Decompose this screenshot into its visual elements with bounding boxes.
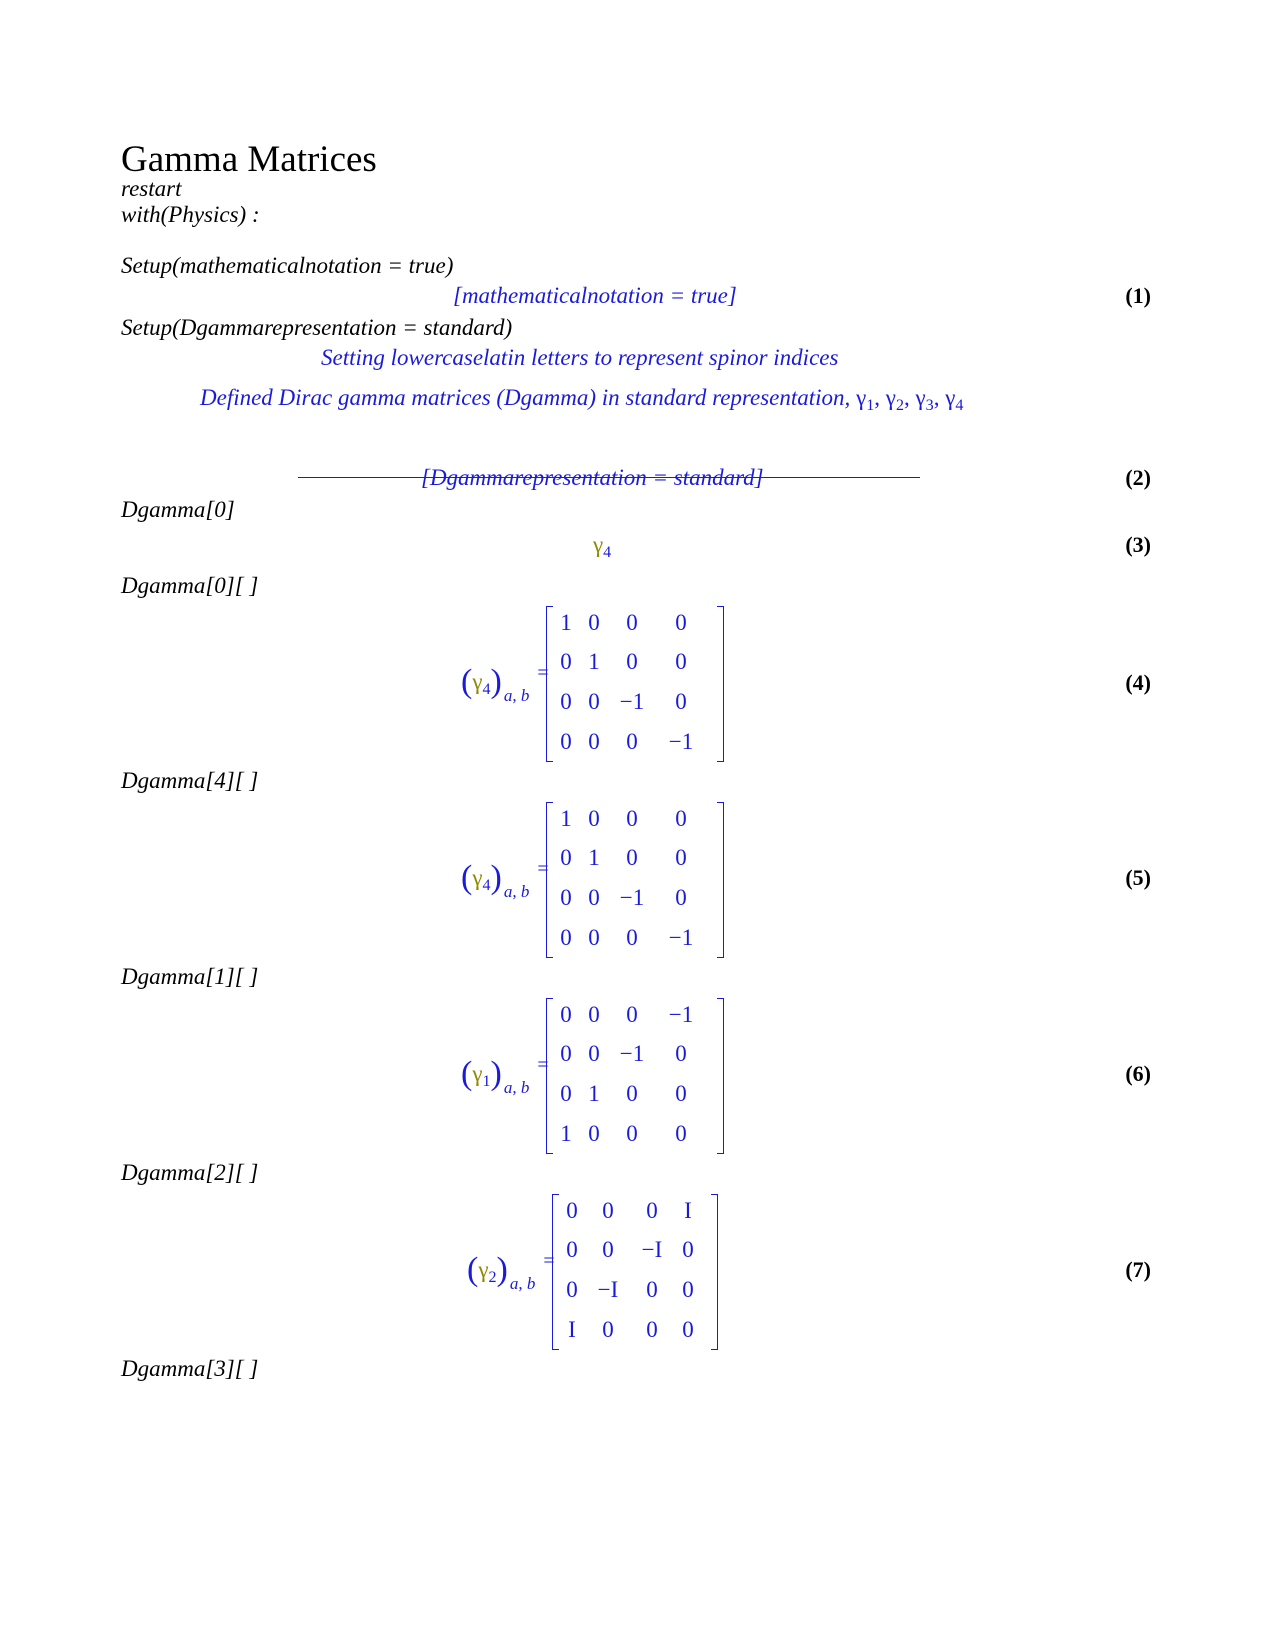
- matrix-cell: 0: [560, 1002, 572, 1027]
- matrix-lhs-1: $(\gamma_4)$ $_{a, b}$=: [461, 662, 549, 705]
- matrix-cell: −1: [668, 1002, 694, 1027]
- matrix-cell: 0: [675, 610, 687, 635]
- matrix-cell: 0: [560, 729, 572, 754]
- matrix-cell: 0: [602, 1317, 614, 1342]
- matrix-cell: 1: [588, 1081, 600, 1106]
- matrix-cell: 0: [588, 689, 600, 714]
- gamma-symbol: γ: [478, 1257, 489, 1282]
- matrix-cell: 0: [588, 1041, 600, 1066]
- matrix-cell: 0: [682, 1317, 694, 1342]
- matrix-cell: 0: [646, 1198, 658, 1223]
- matrix-cell: 0: [602, 1237, 614, 1262]
- matrix-cell: 0: [646, 1317, 658, 1342]
- matrix-cell: 0: [588, 925, 600, 950]
- matrix-lhs-3: $(\gamma_1)$ $_{a, b}$=: [461, 1054, 549, 1097]
- matrix-4: [552, 1194, 718, 1350]
- matrix-left-bracket: [546, 606, 553, 762]
- matrix-cell: 0: [560, 649, 572, 674]
- matrix-cell: 0: [682, 1277, 694, 1302]
- matrix-cell: 0: [602, 1198, 614, 1223]
- matrix-cell: 0: [626, 729, 638, 754]
- matrix-cell: I: [568, 1317, 576, 1342]
- matrix-cell: 0: [626, 649, 638, 674]
- matrix-cell: 0: [646, 1277, 658, 1302]
- equation-label-7: (7): [1125, 1257, 1151, 1282]
- matrix-left-bracket: [546, 802, 553, 958]
- matrix-cell: 0: [566, 1198, 578, 1223]
- matrix-cell: 1: [560, 610, 572, 635]
- matrix-cell: 0: [675, 1041, 687, 1066]
- matrix-cell: 1: [560, 806, 572, 831]
- with-physics-command[interactable]: with(Physics) :: [121, 202, 260, 227]
- matrix-cell: 0: [588, 806, 600, 831]
- dgamma-defined-text: Defined Dirac gamma matrices (Dgamma) in standard representation,: [200, 385, 857, 410]
- matrix-cell: 0: [675, 845, 687, 870]
- matrix-cell: 0: [566, 1237, 578, 1262]
- matrix-cell: 0: [626, 1081, 638, 1106]
- matrix-cell: 0: [626, 925, 638, 950]
- matrix-cell: 0: [588, 885, 600, 910]
- matrix-cell: −1: [668, 729, 694, 754]
- matrix-cell: 0: [626, 845, 638, 870]
- matrix-cell: 0: [588, 1121, 600, 1146]
- gamma-list: $\gamma_1$, $\gamma_2$, $\gamma_3$, $\gamma_4$: [856, 385, 964, 415]
- equation-label-3: (3): [1125, 532, 1151, 557]
- equation-label-2: (2): [1125, 465, 1151, 490]
- matrix-cell: 0: [626, 806, 638, 831]
- restart-command[interactable]: restart: [121, 176, 182, 201]
- matrix-cell: 0: [626, 1002, 638, 1027]
- setup-dgamma-command[interactable]: Setup(Dgammarepresentation = standard): [121, 315, 513, 340]
- dgamma0-matrix-command[interactable]: Dgamma[0][ ]: [121, 573, 259, 598]
- matrix-left-bracket: [552, 1194, 559, 1350]
- matrix-cell: I: [684, 1198, 692, 1223]
- dgamma0-command[interactable]: Dgamma[0]: [121, 497, 235, 522]
- matrix-cell: 1: [588, 649, 600, 674]
- gamma-symbol: γ: [472, 669, 483, 694]
- equation-label-1: (1): [1125, 283, 1151, 308]
- matrix-cell: 0: [588, 610, 600, 635]
- dgamma3-matrix-command[interactable]: Dgamma[3][ ]: [121, 1356, 259, 1381]
- matrix-cell: 0: [675, 806, 687, 831]
- matrix-cell: 0: [626, 610, 638, 635]
- matrix-cell: −1: [619, 689, 645, 714]
- matrix-cell: 0: [566, 1277, 578, 1302]
- matrix-cell: −I: [641, 1237, 663, 1262]
- matrix-2: [546, 802, 724, 958]
- matrix-cell: −I: [597, 1277, 619, 1302]
- matrix-cell: 1: [588, 845, 600, 870]
- matrix-cell: −1: [619, 1041, 645, 1066]
- matrix-cell: 0: [675, 689, 687, 714]
- matrix-cell: 0: [560, 925, 572, 950]
- matrix-cell: 0: [675, 1121, 687, 1146]
- matrix-cell: −1: [668, 925, 694, 950]
- matrix-right-bracket: [711, 1194, 718, 1350]
- matrix-3: [546, 998, 724, 1154]
- equation-label-5: (5): [1125, 865, 1151, 890]
- matrix-cell: 0: [560, 689, 572, 714]
- equation-label-6: (6): [1125, 1061, 1151, 1086]
- matrix-1: [546, 606, 724, 762]
- matrix-cell: 0: [682, 1237, 694, 1262]
- dgamma4-matrix-command[interactable]: Dgamma[4][ ]: [121, 768, 259, 793]
- matrix-lhs-4: $(\gamma_2)$ $_{a, b}$=: [467, 1250, 555, 1293]
- matrix-cell: 0: [588, 729, 600, 754]
- matrix-cell: −1: [619, 885, 645, 910]
- gamma-symbol: γ: [472, 1061, 483, 1086]
- matrix-right-bracket: [717, 606, 724, 762]
- gamma-symbol: γ: [472, 865, 483, 890]
- matrix-cell: 0: [675, 649, 687, 674]
- matrix-cell: 0: [560, 885, 572, 910]
- matrix-cell: 0: [588, 1002, 600, 1027]
- equation-label-4: (4): [1125, 670, 1151, 695]
- matrix-cell: 1: [560, 1121, 572, 1146]
- page-title: Gamma Matrices: [121, 139, 377, 180]
- matrix-right-bracket: [717, 802, 724, 958]
- dgamma-defined-message: [200, 385, 963, 415]
- matrix-right-bracket: [717, 998, 724, 1154]
- spinor-indices-message: Setting lowercaselatin letters to represent spinor indices: [321, 345, 839, 370]
- output-3: $\gamma_4$: [593, 532, 612, 562]
- matrix-cell: 0: [560, 845, 572, 870]
- output-1: [mathematicalnotation = true]: [453, 283, 737, 308]
- matrix-lhs-2: $(\gamma_4)$ $_{a, b}$=: [461, 858, 549, 901]
- matrix-cell: 0: [675, 1081, 687, 1106]
- setup-notation-command[interactable]: Setup(mathematicalnotation = true): [121, 253, 454, 278]
- matrix-cell: 0: [675, 885, 687, 910]
- matrix-cell: 0: [626, 1121, 638, 1146]
- matrix-left-bracket: [546, 998, 553, 1154]
- dgamma1-matrix-command[interactable]: Dgamma[1][ ]: [121, 964, 259, 989]
- matrix-cell: 0: [560, 1041, 572, 1066]
- dgamma2-matrix-command[interactable]: Dgamma[2][ ]: [121, 1160, 259, 1185]
- matrix-cell: 0: [560, 1081, 572, 1106]
- output-2: [Dgammarepresentation = standard]: [421, 465, 764, 490]
